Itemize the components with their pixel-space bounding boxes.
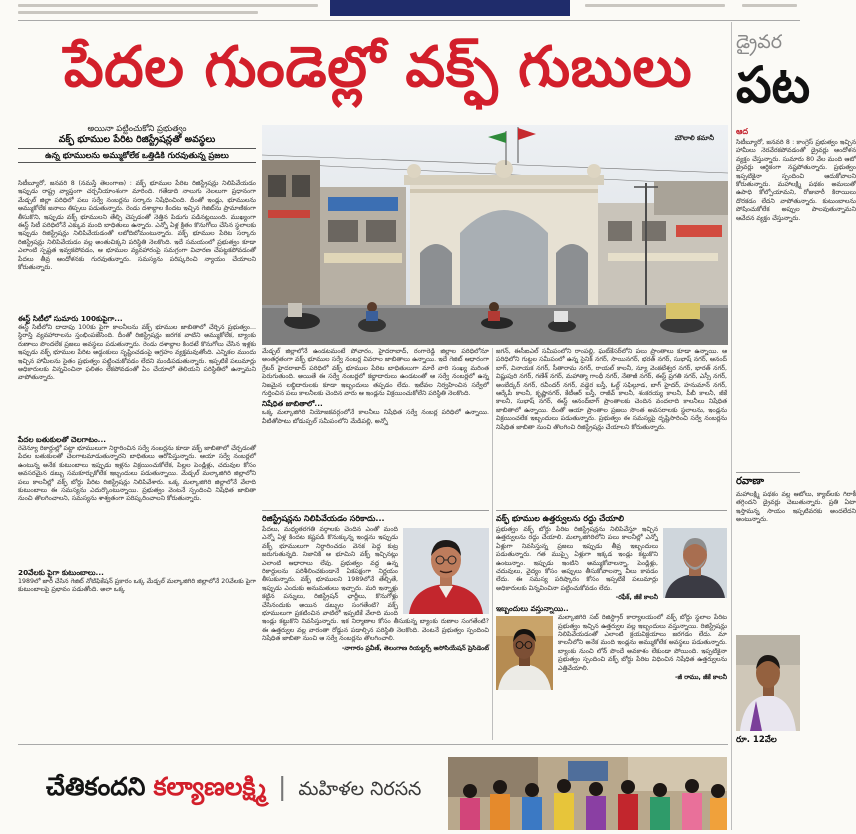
- bottom-headline-part-3: మహిళల నిరసన: [298, 778, 422, 800]
- section-1-text: ఈస్ట్ సిటీలోని దాదాపు 100కు పైగా కాలనీలను వక్ఫ్ భూముల జాబితాలో చేర్చిన ప్రభుత్వం... స్థిరాస్తి వ్యవహారాలను స్తంభింపజేసింది. దీంతో రిజిస్ట్రేషన్లు జరగక వాటిని అమ్ముకోలేక, బ్యాంకు రుణాలు పొందలేక ప్రజలు అవస్థలు పడుతున్నారు. రెండు దశాబ్దాల కిందటే కొనుగోలు చేసిన ఇళ్లకు ఇప్పుడు వక్ఫ్ భూముల పేరిట అడ్డంకులు సృష్టించడంపై ఆగ్రహం వ్యక్తమవుతోంది. ఎన్నికల ముందు ఇచ్చిన హామీలను సైతం ప్రభుత్వం పట్టించుకోవడం లేదని మండిపడుతున్నారు. ఇప్పటికే పలుమార్లు అధికారులకు విన్నవించినా ఫలితం లేకపోవడంతో ఏం చేయాలో తెలియని పరిస్థితిలో ఉన్నామని వాపోతున్నారు.: [18, 324, 256, 382]
- right-column-headline: పట: [736, 56, 811, 114]
- top-strip-text-right: [585, 4, 725, 7]
- right-column-text-2: మహాలక్ష్మి పథకం వల్ల ఆటోలు, క్యాబ్‌లకు గిరాకీ తగ్గిందని డ్రైవర్లు చెబుతున్నారు. ప్రతి ఏటా ఇస్తామన్న సాయం ఇప్పటివరకు అందలేదని అంటున్నారు.: [736, 491, 856, 524]
- kicker-line-1: అయినా పట్టించుకోని ప్రభుత్వం: [87, 123, 187, 133]
- section-3-text: 1989లో జారీ చేసిన గెజిట్ నోటిఫికేషన్ ప్రకారం ఒక్క మేడ్చల్ మల్కాజిగిరి జిల్లాలోనే 20వేలకు పైగా కుటుంబాలపై ప్రభావం పడుతోంది. అలా ఒక్క: [18, 578, 256, 594]
- quote-box-right-text-2: మల్కాజిగిరి సబ్ రిజిస్ట్రార్ కార్యాలయంలో వక్ఫ్ బోర్డు స్థలాల పేరిట ప్రభుత్వం ఇచ్చిన ఉత్తర్వుల వల్ల ఇబ్బందులు వస్తున్నాయి. రిజిస్ట్రేషన్లు నిలిపివేయడంతో ఎలాంటి క్రయవిక్రయాలు జరగడం లేదు. మా కాలనీలోని అనేక మంది ఇండ్లను అమ్ముకోలేక అవస్థలు పడుతున్నారు. బ్యాంకు నుంచి లోన్ పొందే అవకాశం లేకుండా పోయింది. ఇప్పటికైనా ప్రభుత్వం స్పందించి వక్ఫ్ బోర్డు పేరిట విధించిన నిషేధిత ఉత్తర్వులను ఎత్తివేయాలి.: [558, 614, 727, 672]
- bottom-headline: [46, 766, 446, 810]
- quote-box-right-byline-2: -జీ రాము, జీకే కాలనీ: [674, 674, 727, 682]
- quote-box-left-title: రిజిస్ట్రేషన్లను నిలిపివేయడం సరికాదు...: [262, 514, 385, 523]
- top-strip: [0, 0, 800, 18]
- right-column-text-2-wrap: [736, 491, 856, 631]
- kicker-line-2: వక్ఫ్ భూముల పేరిట రిజిస్ట్రేషన్లతో అవస్థలు: [58, 134, 216, 145]
- quote-box-right-title: వక్ఫ్ భూముల ఉత్తర్వులను రద్దు చేయాలి: [496, 514, 624, 523]
- below-photo-col1-text2: ఒక్క మల్కాజిగిరి నియోజకవర్గంలోనే కాలనీలు నిషేధిత సర్వే నంబర్ల పరిధిలో ఉన్నాయి. వీటితోపాటు బోడుప్పల్ సమీపంలోని మేడిపల్లి, అన్నో: [262, 409, 489, 425]
- section-3-heading: 20వేలకు పైగా కుటుంబాలు...: [18, 568, 104, 577]
- below-photo-col1-heading: నిషేధిత జాబితాలో...: [262, 399, 323, 409]
- left-column-section-3: [18, 567, 256, 611]
- bottom-headline-separator: |: [278, 772, 287, 801]
- right-column-divider: [731, 22, 732, 830]
- bottom-headline-part-1: చేతికందని: [46, 772, 146, 801]
- below-photo-col2-text: జగన్, ఈసీఐఎల్ సమీపంలోని రాంపల్లి, ఘట్‌కేసర్‌లోని పలు ప్రాంతాలు కూడా ఉన్నాయి. ఆ పరిధిలోని గుట్టల సమీపంలో ఉన్న సైనిక్ నగర్, సాయినగర్, భరత్ నగర్, సుభాష్ నగర్, ఆనంద్ బాగ్, వినాయక నగర్, సీతారామ నగర్, రాయల్ కాలనీ, న్యూ వెంకటేశ్వర నగర్, భారత్ నగర్, విష్ణుపురి నగర్, గణేశ్ నగర్, మహాత్మా గాంధీ నగర్, నేతాజీ నగర్, ఈస్ట్ ప్రగతి నగర్, ఎస్సీ నగర్, అంబేద్కర్ నగర్, రవీందర్ నగర్, వడ్డెర బస్తీ, ఓల్డ్ సఫిల్గూడ, బాగ్ హైదర్, హనుమాన్ నగర్, ఆర్కేపీ కాలనీ, కృష్ణానగర్, కేటీఆర్ బస్తీ, రాజీవ్ కాలనీ, శంకరయ్య కాలనీ, పీబీ కాలనీ, జీకే కాలనీ, సుభాష్ నగర్, ఈస్ట్ ఆనంద్‌బాగ్ ప్రాంతాలకు చెందిన వందలాది కాలనీలు నిషేధిత జాబితాలో ఉన్నాయి. దీంతో ఆయా ప్రాంతాల ప్రజలు సొంత అవసరాలకు స్థలాలను, ఇండ్లను విక్రయించలేక ఇబ్బందులు పడుతున్నారు. ప్రభుత్వం ఈ సమస్యపై దృష్టిసారించి సర్వే నంబర్లను నిషేధిత జాబితా నుంచి తొలగించి రిజిస్ట్రేషన్లు చేయాలని కోరుతున్నారు.: [496, 348, 727, 431]
- archway-photo: [262, 125, 728, 345]
- kicker-line-3: ఉన్న భూములను అమ్ముకోలేక ఒత్తిడికి గురవుతున్న ప్రజలు: [18, 148, 256, 163]
- archway-photo-image: [262, 125, 728, 345]
- section-1-heading: ఈస్ట్ సిటీలో సుమారు 100కుపైగా...: [18, 314, 123, 323]
- top-strip-text-left-2: [18, 11, 258, 14]
- right-column-subhead: ఆద: [736, 127, 749, 136]
- right-column-photo: [736, 635, 800, 731]
- left-column-section-1: [18, 313, 256, 433]
- section-2-text: రెవెన్యూ రికార్డుల్లో పట్టా భూములుగా నిర్ధారించిన సర్వే నంబర్లను కూడా వక్ఫ్ జాబితాలో చేర్చడంతో పేదల బతుకులతో చెలగాటమాడుతున్నారని బాధితులు ఆరోపిస్తున్నారు. ఆయా సర్వే నంబర్లలో ఉంటున్న అనేక కుటుంబాలు ఇప్పుడు ఇళ్లను విక్రయించుకోలేక, పిల్లల పెండ్లిళ్లు, చదువుల కోసం అవసరమైన డబ్బు సమకూర్చుకోలేక ఇబ్బందులు పడుతున్నాయి. మేడ్చల్ మల్కాజిగిరి జిల్లాలోని పలు కాలనీల్లో వక్ఫ్ బోర్డు పేరిట రిజిస్ట్రేషన్లు నిలిపివేశారు. ఒక్క మల్కాజిగిరి జిల్లాలోనే వేలాది కుటుంబాలు ఈ సమస్యను ఎదుర్కొంటున్నాయి. ప్రభుత్వం వెంటనే స్పందించి నిషేధిత జాబితా నుంచి తొలగించాలని, సమస్యను శాశ్వతంగా పరిష్కరించాలని కోరుతున్నారు.: [18, 445, 256, 503]
- below-photo-divider: [492, 348, 493, 740]
- resident-ramu-photo: [496, 616, 553, 690]
- quote-box-left-byline: -నాగారం ప్రవీణ్, తెలంగాణ రియల్టర్స్ అసోసియేషన్ ప్రెసిడెంట్: [341, 644, 489, 652]
- right-column-bottom-text: రూ. 12వేల: [736, 735, 777, 745]
- resident-rafeeq-photo: [663, 528, 727, 598]
- main-headline: పేదల గుండెల్లో వక్ఫ్ గుబులు: [63, 35, 693, 100]
- quote-box-right-byline-1: -రఫీక్, జీకే కాలనీ: [615, 594, 658, 602]
- photo-caption: మౌలాలి కమానీ: [674, 134, 714, 142]
- quote-box-left-text: పేదలు, మధ్యతరగతి వర్గాలకు చెందిన ఎంతో మంది ఎన్నో ఏళ్ల కిందట కష్టపడి కొనుక్కున్న ఇండ్లను ఇప్పుడు వక్ఫ్ భూములుగా నిర్ధారించడం వెనక పెద్ద కుట్ర జరుగుతున్నది. నిజానికి ఆ భూమిని వక్ఫ్ ఇచ్చినట్లు ఎలాంటి ఆధారాలు లేవు. ప్రభుత్వం వద్ద ఉన్న రికార్డులను పరిశీలించకుండానే ఏకపక్షంగా నిర్ణయం తీసుకున్నారు. వక్ఫ్ భూములని 1989లోనే తేల్చితే, ఇప్పుడు ఎందుకు అనుమతులు ఇచ్చారు. మరి ఇన్నాళ్లు కట్టిన పన్నులు, రిజిస్ట్రేషన్ ఛార్జీలు, కొనుగోళ్లు చేసినందుకు అయిన డబ్బుల సంగతేంటి? వక్ఫ్ భూములుగా ప్రకటించిన వాటిలో ఇప్పటికే వేలాది మంది ఇండ్లు కట్టుకొని నివసిస్తున్నారు. ఇక నిర్మాణాల కోసం తీసుకున్న బ్యాంకు రుణాల సంగతేంటి? ఈ ఉత్తర్వుల వల్ల వారంతా రోడ్డున పడాల్సిన పరిస్థితి నెలకొంది. వెంటనే ప్రభుత్వం స్పందించి నిషేధిత జాబితా నుంచి ఆ సర్వే నంబర్లను తొలగించాలి.: [262, 526, 489, 643]
- right-column-kicker: డ్రైవర: [736, 31, 783, 53]
- right-column-heading-2: రవాణా: [736, 472, 800, 489]
- left-column-section-2: [18, 434, 256, 566]
- top-banner-box: [330, 0, 570, 16]
- top-divider: [18, 20, 800, 21]
- protest-photo-image: [448, 757, 727, 830]
- right-column-text-1-wrap: [736, 139, 856, 469]
- quote-box-right-subtitle: ఇబ్బందులు వస్తున్నాయి..: [496, 604, 569, 614]
- right-column: [736, 22, 856, 830]
- bottom-headline-part-2: కల్యాణలక్ష్మి: [153, 772, 267, 801]
- quote-box-right-text-1: ప్రభుత్వం వక్ఫ్ బోర్డు పేరిట రిజిస్ట్రేషన్లను నిలిపివేస్తూ ఇచ్చిన ఉత్తర్వులను రద్దు చేయాలి. మల్కాజిగిరిలోని పలు కాలనీల్లో ఎన్నో ఏళ్లుగా నివసిస్తున్న ప్రజలు ఇప్పుడు తీవ్ర ఇబ్బందులు పడుతున్నారు. గత ముప్పై ఏళ్లుగా ఇక్కడ ఇండ్లు కట్టుకొని ఉంటున్నాం. ఇప్పుడు ఇంటిని అమ్ముకోవాలన్నా, పెండ్లిళ్లు, చదువులు, వైద్యం కోసం అప్పులు తీసుకోవాలన్నా వీలు కావడం లేదు. ఈ సమస్య పరిష్కారం కోసం ఇప్పటికే పలుమార్లు అధికారులకు విన్నవించినా పట్టించుకోవడం లేదు.: [496, 526, 658, 592]
- quote-box-left: [262, 510, 489, 739]
- kicker-block: [18, 123, 256, 163]
- left-column-intro: [18, 180, 256, 312]
- below-photo-column-1: [262, 348, 489, 508]
- top-strip-text-left: [18, 4, 318, 7]
- below-photo-col1-text: మేడ్చల్ జిల్లాలోనే ఉండటమంటే పోచారం, హైదరాబాద్, రంగారెడ్డి జిల్లాల పరిధిలోనూ అంతర్గతంగా వక్ఫ్ భూముల సర్వే నంబర్ల వివరాల జాబితాలు ఉన్నాయి. ఇదే గెజిట్ ఆధారంగా గ్రేటర్ హైదరాబాద్ పరిధిలో వక్ఫ్ భూముల పేరిట బాధితులుగా మారే వారి సంఖ్య మరింత పెరుగుతుంది. అయితే ఈ సర్వే నంబర్లలో కబ్జాదారులు ఉండటంతో ఆ సర్వే నంబర్లలో ఉన్న నిజమైన లబ్ధిదారులకు కూడా ఇబ్బందులు తప్పడం లేదు. ఇటీవల నిర్వహించిన సర్వేలో గుర్తించిన పలు కాలనీలకు చెందిన వారు ఆ ఇండ్లను విక్రయించుకోలేని పరిస్థితి నెలకొంది.: [262, 348, 489, 398]
- right-column-text-1: సిటీబ్యూరో, జనవరి 8 : కాంగ్రెస్ ప్రభుత్వం ఇచ్చిన హామీలు నెరవేరకపోవడంతో డ్రైవర్లు ఆందోళన వ్యక్తం చేస్తున్నారు. సుమారు 80 వేల మంది ఆటో డ్రైవర్లు ఆర్థికంగా నష్టపోతున్నారు. ప్రభుత్వం ఇప్పటికైనా స్పందించి ఆదుకోవాలని కోరుతున్నారు. మహాలక్ష్మి పథకం అమలుతో ఉపాధి కోల్పోయామని, రోజువారీ కిరాయిలు దొరకడం లేదని వాపోతున్నారు. కుటుంబాలను పోషించుకోలేక అప్పుల పాలవుతున్నామని ఆవేదన వ్యక్తం చేస్తున్నారు.: [736, 139, 856, 222]
- section-2-heading: పేదల బతుకులతో చెలగాటం...: [18, 435, 106, 444]
- quote-box-right: [496, 510, 727, 739]
- top-strip-text-right-2: [742, 4, 797, 7]
- protest-photo: [448, 757, 727, 830]
- realtor-portrait-photo: [403, 528, 489, 614]
- intro-paragraph: సిటీబ్యూరో, జనవరి 8 (నమస్తే తెలంగాణ) : వక్ఫ్ భూముల పేరిట రిజిస్ట్రేషన్లు నిలిపివేయడం ఇప్పుడు రాష్ట్ర వ్యాప్తంగా చర్చనీయాంశంగా మారింది. గతేడాది నాలుగు నెలలుగా ప్రధానంగా మేడ్చల్ జిల్లా పరిధిలో పలు సర్వే నంబర్లను సర్కారు నిషేధించింది. దీంతో ఇండ్లు, భూములను అమ్ముకోలేక జనాలు తిప్పలు పడుతున్నారు. రెండు దశాబ్దాల కిందట ఇచ్చిన గెజిట్‌ను ప్రామాణికంగా తీసుకొని, ఇప్పుడు వక్ఫ్ భూములని తేల్చి చెప్పడంతో నెత్తిన పిడుగు పడినట్లయింది. ముఖ్యంగా ఈస్ట్ సిటీ పరిధిలోనే ఎక్కువ మంది బాధితులు ఉన్నారు. ఎన్నో ఏళ్ల క్రితం కొనుగోలు చేసిన స్థలాలకు ఇప్పుడు రిజిస్ట్రేషన్లు నిలిపివేయడంతో లబోదిబోమంటున్నారు. వక్ఫ్ భూముల పేరిట సర్కారు రిజిస్ట్రేషన్లు నిలిపివేయడం వల్ల అంతుచిక్కని పరిస్థితి నెలకొంది. ఇదే సమయంలో ప్రభుత్వం కూడా ఎలాంటి స్పష్టత ఇవ్వకపోవడం, ఆ భూముల వ్యవహారంపై సమగ్రంగా విచారణ చేపట్టకపోవడంతో పేదలు తీవ్ర ఆందోళనకు గురవుతున్నారు. సమస్యను పరిష్కరించి న్యాయం చేయాలని కోరుతున్నారు.: [18, 180, 256, 272]
- below-photo-column-2: [496, 348, 727, 506]
- bottom-divider: [18, 744, 728, 745]
